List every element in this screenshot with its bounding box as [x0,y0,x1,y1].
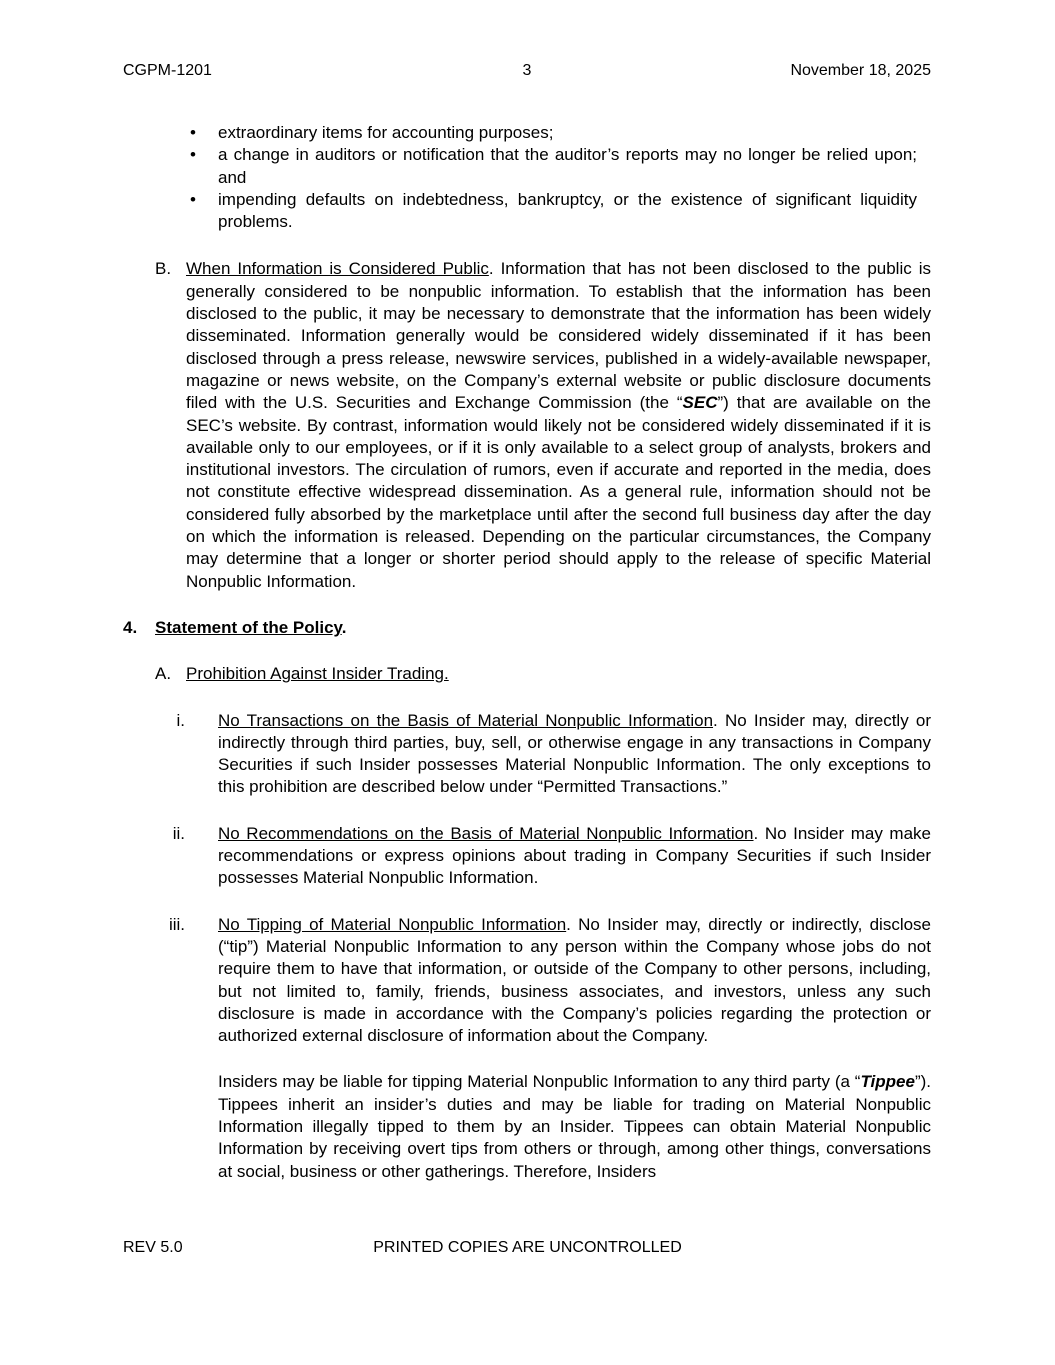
bullet-item-text: impending defaults on indebtedness, bankruptcy, or the existence of significant liquidity problems. [218,189,917,232]
bullet-item [190,144,917,189]
section-b-label: B. [155,259,172,279]
bullet-icon [190,122,218,144]
section-4-period: . [341,617,347,637]
doc-number: CGPM-1201 [123,62,212,79]
bullet-item-text: a change in auditors or notification that the auditor’s reports may no longer be relied upon; and [218,145,917,187]
list-item-ii-heading: No Recommendations on the Basis of Material Nonpublic Information [218,823,754,843]
revision-label: REV 5.0 [123,1239,183,1256]
list-item-iii-heading: No Tipping of Material Nonpublic Information [218,914,567,934]
tippee-body-2: ”). Tippees inherit an insider’s duties and may be liable for trading on Material Nonpublic Information illegally tipped to them by an Insider. Tippees can obtain Material Nonpublic Information by receiving overt tips from others or through, among other things, conversations at social, business or other gatherings. Therefore, Insiders [218,1072,931,1181]
bullet-item [190,189,917,234]
section-a-heading-row [155,663,931,685]
section-b-heading: When Information is Considered Public [186,259,489,279]
list-item-i-paragraph [218,710,931,799]
list-item-iii-number: iii. [168,914,185,934]
list-item-iii [165,914,931,1048]
bullet-item-text: extraordinary items for accounting purposes; [218,123,554,142]
bullet-list [123,122,931,233]
list-item-ii-number: ii. [172,823,185,843]
section-b [155,258,931,592]
section-b-body-2: ”) that are available on the SEC’s website. By contrast, information would likely not be considered widely disseminated if it is available only to our employees, or if it is only available to a select group of analysts, brokers and institutional investors. The circulation of rumors, even if accurate and reported in the media, does not constitute effective widespread dissemination. As a general rule, information should not be considered fully absorbed by the marketplace until after the second full business day after the day on which the information is released. Depending on the particular circumstances, the Company may determine that a longer or shorter period should apply to the release of specific Material Nonpublic Information. [186,393,931,591]
bullet-item [190,122,917,144]
list-item-i-heading: No Transactions on the Basis of Material Nonpublic Information [218,710,714,730]
list-item-i [165,710,931,799]
list-item-ii-body: . No Insider may make recommendations or express opinions about trading in Company Securities if such Insider possesses Material Nonpublic Information. [218,823,932,888]
section-a-title: Prohibition Against Insider Trading. [186,664,449,684]
bullet-icon [190,189,218,234]
list-item-iii-body: . No Insider may, directly or indirectly, disclose (“tip”) Material Nonpublic Information to any person within the Company whose jobs do not require them to have that information, or outside of the Company to other persons, including, but not limited to, family, friends, business associates, and investors, unless any such disclosure is made in accordance with the Company’s policies regarding the protection or authorized external disclosure of information about the Company. [218,914,932,1046]
sec-defined-term: SEC [682,393,718,413]
list-item-i-number: i. [176,710,185,730]
section-4-heading [155,617,931,639]
section-b-body-1: . Information that has not been disclosed to the public is generally considered to be nonpublic information. To establish that the information has been disclosed to the public, it may be necessary to demonstrate that the information has been widely disseminated. Information generally would be considered widely disseminated if it has been disclosed through a press release, newswire services, published in a widely-available newspaper, magazine or news website, on the Company’s external website or public disclosure documents filed with the U.S. Securities and Exchange Commission (the “ [186,259,931,413]
bullet-icon [190,144,218,189]
section-4-heading-row [123,617,931,639]
section-a-heading [186,663,931,685]
tippee-defined-term: Tippee [860,1072,915,1092]
list-item-i-body: . No Insider may, directly or indirectly through third parties, buy, sell, or otherwise engage in any transactions in Company Securities if such Insider possesses Material Nonpublic Information. The only exceptions to this prohibition are described below under “Permitted Transactions.” [218,710,931,797]
section-b-paragraph [186,258,931,592]
list-item-ii-paragraph [218,823,931,890]
header-date: November 18, 2025 [790,62,931,79]
list-item-ii [165,823,931,890]
section-4-number: 4. [123,617,138,637]
page-number: 3 [522,62,532,79]
page-footer [0,1239,1055,1257]
section-4-title: Statement of the Policy [155,617,342,637]
page-header [123,62,931,80]
list-item-iii-paragraph [218,914,931,1048]
section-a-label: A. [155,664,172,684]
tippee-paragraph [218,1071,931,1182]
tippee-body-1: Insiders may be liable for tipping Material Nonpublic Information to any third party (a “ [218,1072,861,1092]
uncontrolled-copies-notice: PRINTED COPIES ARE UNCONTROLLED [373,1239,682,1256]
